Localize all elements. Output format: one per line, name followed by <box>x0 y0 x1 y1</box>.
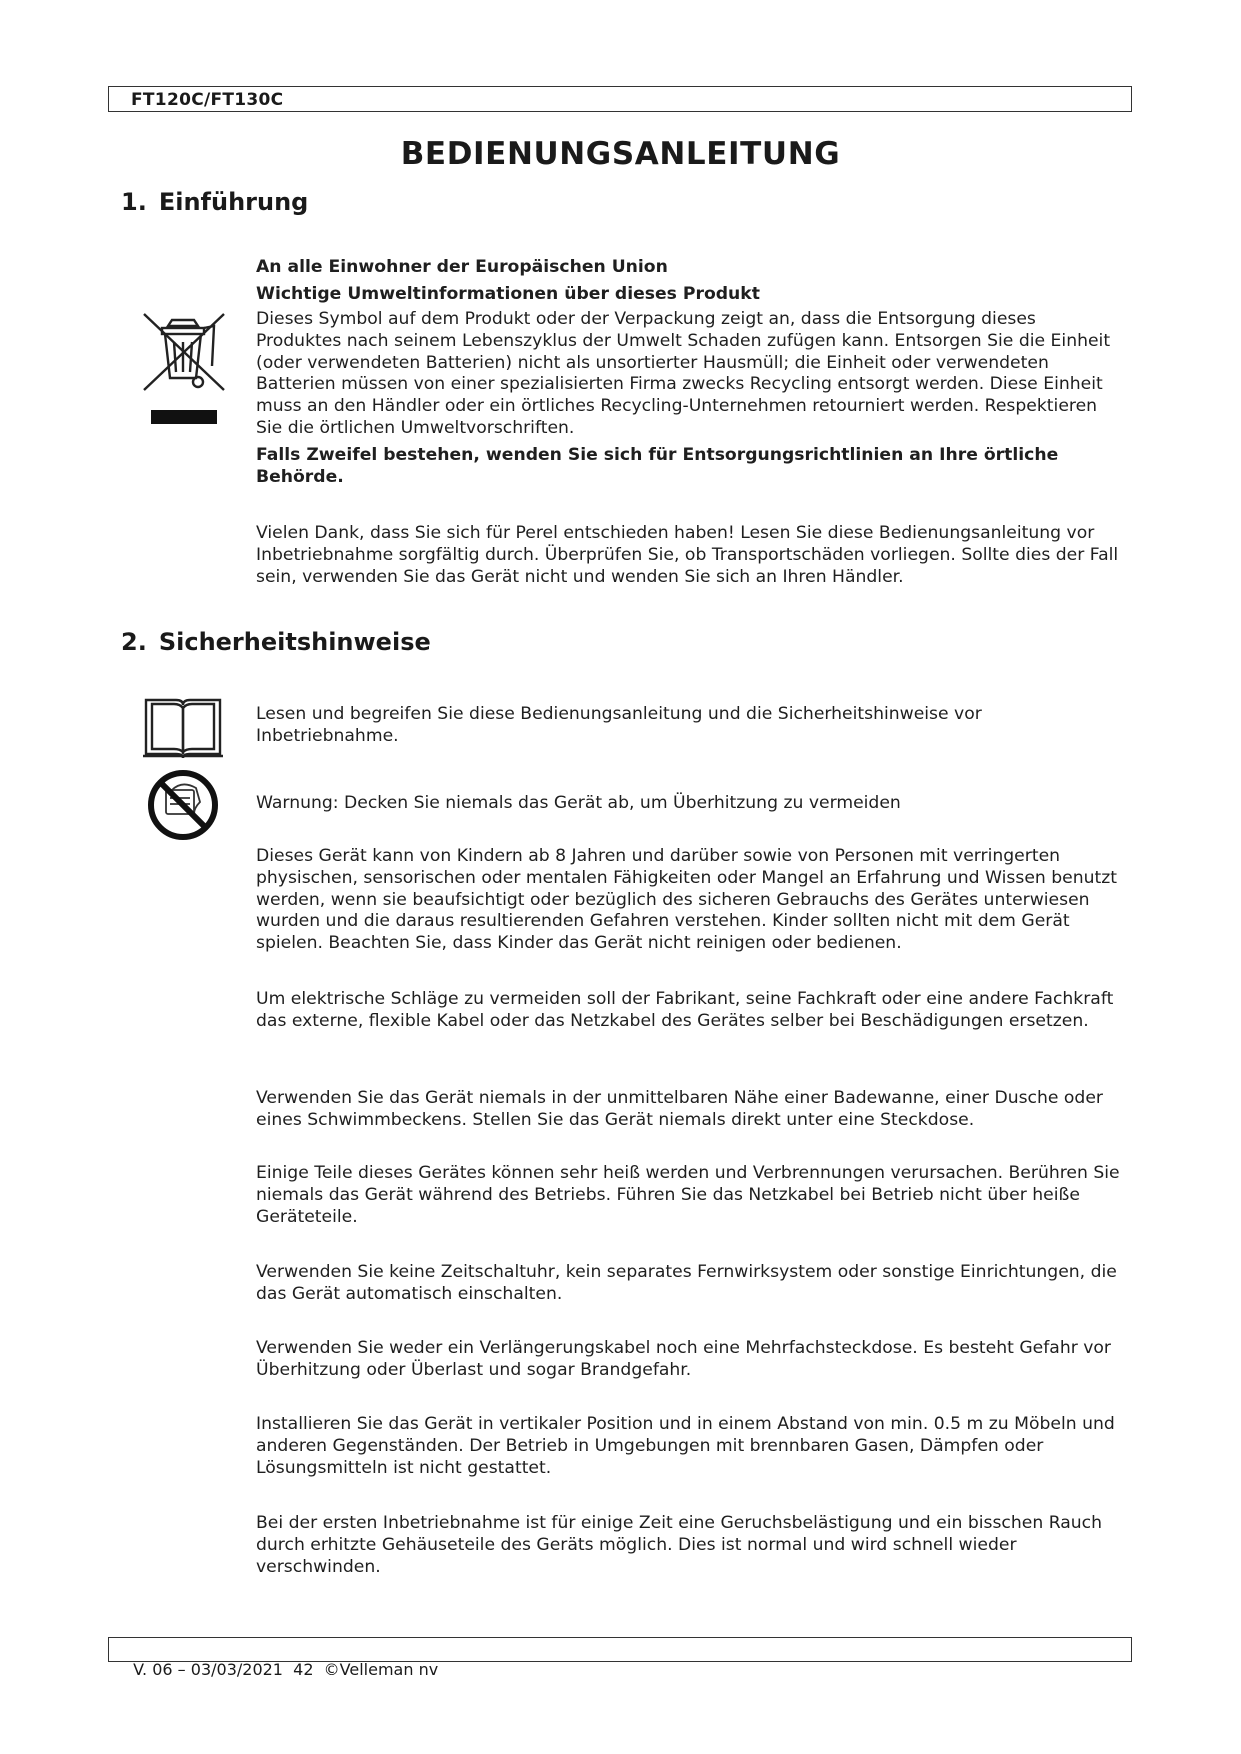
section-1-title: Einführung <box>158 188 309 216</box>
section-1-heading <box>121 188 308 216</box>
section-1-number: 1. <box>121 188 147 216</box>
footer-box <box>108 1637 1132 1679</box>
safety-paragraph: Verwenden Sie weder ein Verlängerungskabel noch eine Mehrfachsteckdose. Es besteht Gefahr vor Überhitzung oder Überlast und sogar Brandgefahr. <box>256 1338 1111 1380</box>
thanks-text: Vielen Dank, dass Sie sich für Perel entschieden haben! Lesen Sie diese Bedienungsanleitung vor Inbetriebnahme sorgfältig durch. Überprüfen Sie, ob Transportschäden vorliegen. Sollte dies der Fall sein, verwenden Sie das Gerät nicht und wenden Sie sich an Ihren Händler. <box>256 523 1119 587</box>
safety-paragraph: Um elektrische Schläge zu vermeiden soll der Fabrikant, seine Fachkraft oder eine andere Fachkraft das externe, flexible Kabel oder das Netzkabel des Gerätes selber bei Beschädigungen ersetzen. <box>256 989 1114 1031</box>
safety-paragraph: Einige Teile dieses Gerätes können sehr heiß werden und Verbrennungen verursachen. Berühren Sie niemals das Gerät während des Betriebs. Führen Sie das Netzkabel bei Betrieb nicht über heiße Geräteteile. <box>256 1163 1120 1227</box>
do-not-cover-icon <box>146 768 220 842</box>
section-2-title: Sicherheitshinweise <box>158 628 431 656</box>
safety-paragraph: Dieses Gerät kann von Kindern ab 8 Jahren und darüber sowie von Personen mit verringerten physischen, sensorischen oder mentalen Fähigkeiten oder Mangel an Erfahrung und Wissen benutzt werden, wenn sie beaufsichtigt oder bezüglich des sicheren Gebrauchs des Gerätes unterwiesen wurden und die daraus resultierenden Gefahren verstehen. Kinder sollten nicht mit dem Gerät spielen. Beachten Sie, dass Kinder das Gerät nicht reinigen oder bedienen. <box>256 846 1118 954</box>
page-title: BEDIENUNGSANLEITUNG <box>400 136 841 172</box>
header-model-box <box>108 86 1132 112</box>
env-heading: Wichtige Umweltinformationen über dieses Produkt <box>256 284 760 304</box>
crossed-out-wheelie-bin-icon <box>140 306 230 428</box>
safety-paragraph: Verwenden Sie das Gerät niemals in der unmittelbaren Nähe einer Badewanne, einer Dusche oder eines Schwimmbeckens. Stellen Sie das Gerät niemals direkt unter eine Steckdose. <box>256 1088 1103 1130</box>
section-2-number: 2. <box>121 628 147 656</box>
doubt-text: Falls Zweifel bestehen, wenden Sie sich für Entsorgungsrichtlinien an Ihre örtliche Behörde. <box>256 445 1059 487</box>
eu-heading: An alle Einwohner der Europäischen Union <box>256 257 668 277</box>
safety-paragraph: Bei der ersten Inbetriebnahme ist für einige Zeit eine Geruchsbelästigung und ein bisschen Rauch durch erhitzte Gehäuseteile des Geräts möglich. Dies ist normal und wird schnell wieder verschwinden. <box>256 1513 1103 1577</box>
safety-paragraph: Warnung: Decken Sie niemals das Gerät ab, um Überhitzung zu vermeiden <box>256 793 901 813</box>
section-2-heading <box>121 628 431 656</box>
open-book-icon <box>142 694 224 760</box>
footer-text: V. 06 – 03/03/2021 42 ©Velleman nv <box>133 1660 439 1679</box>
safety-paragraph: Installieren Sie das Gerät in vertikaler Position und in einem Abstand von min. 0.5 m zu Möbeln und anderen Gegenständen. Der Betrieb in Umgebungen mit brennbaren Gasen, Dämpfen oder Lösungsmitteln ist nicht gestattet. <box>256 1414 1115 1478</box>
safety-paragraph: Verwenden Sie keine Zeitschaltuhr, kein separates Fernwirksystem oder sonstige Einrichtungen, die das Gerät automatisch einschalten. <box>256 1262 1117 1304</box>
env-text: Dieses Symbol auf dem Produkt oder der Verpackung zeigt an, dass die Entsorgung dieses Produktes nach seinem Lebenszyklus der Umwelt Schaden zufügen kann. Entsorgen Sie die Einheit (oder verwendeten Batterien) nicht als unsortierter Hausmüll; die Einheit oder verwendeten Batterien müssen von einer spezialisierten Firma zwecks Recycling entsorgt werden. Diese Einheit muss an den Händler oder ein örtliches Recycling-Unternehmen retourniert werden. Respektieren Sie die örtlichen Umweltvorschriften. <box>256 309 1111 438</box>
header-model: FT120C/FT130C <box>131 90 284 110</box>
safety-paragraph: Lesen und begreifen Sie diese Bedienungsanleitung und die Sicherheitshinweise vor Inbetriebnahme. <box>256 704 982 746</box>
